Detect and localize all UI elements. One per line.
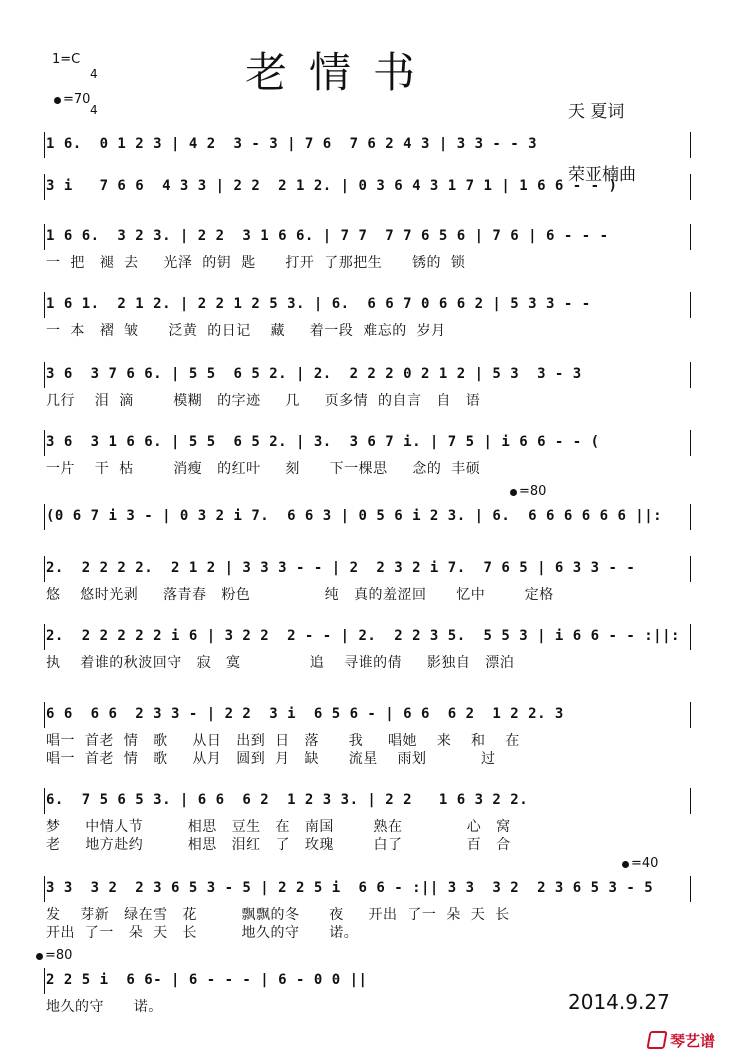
logo-icon [646, 1031, 667, 1049]
bar-line [44, 132, 45, 158]
quarter-note-icon [36, 953, 43, 960]
bar-line [44, 430, 45, 456]
lyric-row: 一 本 褶 皱 泛黄 的日记 藏 着一段 难忘的 岁月 [46, 323, 446, 339]
tempo-change [36, 948, 72, 963]
key-signature: 1=C [52, 52, 81, 67]
lyric-row-second-verse: 唱一 首老 情 歌 从月 圆到 月 缺 流星 雨划 过 [46, 751, 496, 767]
tempo-change [510, 484, 546, 499]
notation-row: 3 6 3 7 6 6. | 5 5 6 5 2. | 2. 2 2 2 0 2 1 2 | 5 3 3 - 3 [46, 366, 582, 382]
bar-line [690, 362, 691, 388]
song-title: 老情书 [245, 48, 438, 97]
notation-row: 3 i 7 6 6 4 3 3 | 2 2 2 1 2. | 0 3 6 4 3 1 7 1 | 1 6 6 - - ) [46, 178, 618, 194]
lyric-row: 唱一 首老 情 歌 从日 出到 日 落 我 唱她 来 和 在 [46, 733, 520, 749]
notation-row: 1 6 1. 2 1 2. | 2 2 1 2 5 3. | 6. 6 6 7 0 6 6 2 | 5 3 3 - - [46, 296, 591, 312]
bar-line [690, 624, 691, 650]
bar-line [690, 224, 691, 250]
bar-line [44, 788, 45, 814]
bar-line [44, 968, 45, 994]
bar-line [690, 788, 691, 814]
bar-line [44, 624, 45, 650]
tempo-change [622, 856, 658, 871]
lyric-row-second-verse: 开出 了一 朵 天 长 地久的守 诺。 [46, 925, 359, 941]
bar-line [44, 504, 45, 530]
bar-line [690, 174, 691, 200]
site-logo [648, 1030, 715, 1051]
bar-line [44, 362, 45, 388]
tempo-change-value: =80 [45, 948, 73, 963]
notation-row: 3 6 3 1 6 6. | 5 5 6 5 2. | 3. 3 6 7 i. | 7 5 | i 6 6 - - ( [46, 434, 600, 450]
notation-row: 6 6 6 6 2 3 3 - | 2 2 3 i 6 5 6 - | 6 6 6 2 1 2 2. 3 [46, 706, 564, 722]
bar-line [690, 876, 691, 902]
bar-line [44, 556, 45, 582]
bar-line [44, 174, 45, 200]
lyric-row: 几行 泪 滴 模糊 的字迹 几 页多情 的自言 自 语 [46, 393, 481, 409]
quarter-note-icon [510, 489, 517, 496]
lyric-row: 一 把 褪 去 光泽 的钥 匙 打开 了那把生 锈的 锁 [46, 255, 466, 271]
bar-line [690, 292, 691, 318]
bar-line [690, 132, 691, 158]
tempo-value: =70 [63, 92, 91, 107]
lyric-row-second-verse: 老 地方赴约 相思 泪红 了 玫瑰 白了 百 合 [46, 837, 511, 853]
lyricist: 天 夏词 [568, 102, 625, 122]
bar-line [44, 292, 45, 318]
tempo-change-value: =80 [519, 484, 547, 499]
notation-row: 1 6. 0 1 2 3 | 4 2 3 - 3 | 7 6 7 6 2 4 3 | 3 3 - - 3 [46, 136, 538, 152]
bar-line [690, 430, 691, 456]
lyric-row: 一片 干 枯 消瘦 的红叶 刻 下一棵思 念的 丰硕 [46, 461, 481, 477]
notation-row: (0 6 7 i 3 - | 0 3 2 i 7. 6 6 3 | 0 5 6 i 2 3. | 6. 6 6 6 6 6 6 ||: [46, 508, 663, 524]
notation-row: 2. 2 2 2 2 2 i 6 | 3 2 2 2 - - | 2. 2 2 3 5. 5 5 3 | i 6 6 - - :||: [46, 628, 680, 644]
lyric-row: 梦 中情人节 相思 豆生 在 南国 熟在 心 窝 [46, 819, 511, 835]
bar-line [44, 702, 45, 728]
notation-row: 6. 7 5 6 5 3. | 6 6 6 2 1 2 3 3. | 2 2 1 6 3 2 2. [46, 792, 529, 808]
bar-line [690, 504, 691, 530]
time-signature [90, 44, 98, 128]
quarter-note-icon [622, 861, 629, 868]
bar-line [44, 224, 45, 250]
tempo-change-value: =40 [631, 856, 659, 871]
lyric-row: 地久的守 诺。 [46, 999, 163, 1015]
lyric-row: 悠 悠时光剥 落青春 粉色 纯 真的羞涩回 忆中 定格 [46, 587, 554, 603]
logo-text: 琴艺谱 [670, 1032, 716, 1050]
tempo-marking [54, 92, 90, 107]
date: 2014.9.27 [568, 990, 670, 1014]
notation-row: 1 6 6. 3 2 3. | 2 2 3 1 6 6. | 7 7 7 7 6 5 6 | 7 6 | 6 - - - [46, 228, 609, 244]
meter-bottom: 4 [90, 103, 98, 117]
bar-line [690, 702, 691, 728]
notation-row: 2 2 5 i 6 6- | 6 - - - | 6 - 0 0 || [46, 972, 368, 988]
lyric-row: 发 芽新 绿在雪 花 飘飘的冬 夜 开出 了一 朵 天 长 [46, 907, 510, 923]
bar-line [690, 556, 691, 582]
lyric-row: 执 着谁的秋波回守 寂 寞 追 寻谁的倩 影独自 漂泊 [46, 655, 515, 671]
meter-top: 4 [90, 67, 98, 81]
quarter-note-icon [54, 97, 61, 104]
notation-row: 3 3 3 2 2 3 6 5 3 - 5 | 2 2 5 i 6 6 - :|| 3 3 3 2 2 3 6 5 3 - 5 [46, 880, 654, 896]
bar-line [44, 876, 45, 902]
notation-row: 2. 2 2 2 2. 2 1 2 | 3 3 3 - - | 2 2 3 2 i 7. 7 6 5 | 6 3 3 - - [46, 560, 636, 576]
composer: 荣亚楠曲 [568, 165, 636, 185]
